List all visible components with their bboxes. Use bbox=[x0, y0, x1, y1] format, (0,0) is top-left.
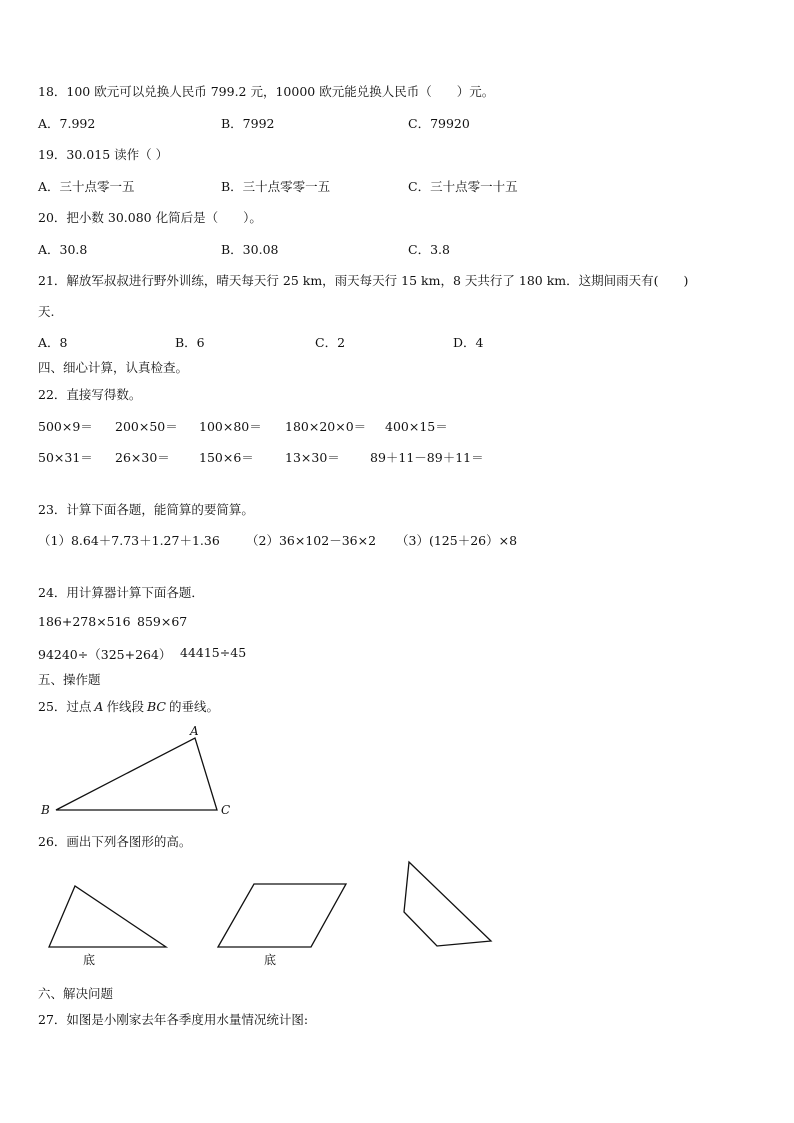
section-6-heading: 六、解决问题 bbox=[38, 986, 114, 1001]
base-label-parallelogram: 底 bbox=[264, 953, 277, 967]
q21-option-a: A．8 bbox=[38, 335, 68, 350]
q21-text: 21．解放军叔叔进行野外训练，晴天每天行 25 km，雨天每天行 15 km，8 天共行了 180 km．这期间雨天有( ) bbox=[38, 273, 689, 288]
q22-item: 13×30＝ bbox=[285, 450, 340, 465]
q21-option-b: B．6 bbox=[175, 335, 205, 350]
q20-text: 20．把小数 30.080 化简后是（ ）。 bbox=[38, 210, 262, 225]
q22-item: 180×20×0＝ bbox=[285, 419, 367, 434]
vertex-label-a: A bbox=[190, 724, 199, 738]
q21-option-c: C．2 bbox=[315, 335, 346, 350]
q22-item: 500×9＝ bbox=[38, 419, 93, 434]
q23-text: 23．计算下面各题，能简算的要简算。 bbox=[38, 502, 254, 517]
q24-item: 859×67 bbox=[137, 614, 188, 629]
q25-text-mid: 作线段 bbox=[106, 699, 144, 714]
q22-text: 22．直接写得数。 bbox=[38, 387, 142, 402]
triangle-figure bbox=[49, 886, 166, 947]
q24-item: 186+278×516 bbox=[38, 614, 131, 629]
q20-option-c: C．3.8 bbox=[408, 242, 450, 257]
q22-item: 100×80＝ bbox=[199, 419, 262, 434]
q22-item: 400×15＝ bbox=[385, 419, 448, 434]
q18-option-c: C．79920 bbox=[408, 116, 470, 131]
q20-option-a: A．30.8 bbox=[38, 242, 88, 257]
trapezoid-figure bbox=[404, 862, 491, 946]
vertex-label-c: C bbox=[221, 803, 231, 817]
q21-text-continued: 天. bbox=[38, 304, 55, 319]
q24-text: 24．用计算器计算下面各题． bbox=[38, 585, 204, 600]
q19-option-c: C．三十点零一十五 bbox=[408, 179, 518, 194]
q22-item: 200×50＝ bbox=[115, 419, 178, 434]
q23-item: （1）8.64＋7.73＋1.27＋1.36 bbox=[38, 533, 220, 548]
parallelogram-figure bbox=[218, 884, 346, 947]
q25-text-pre: 25．过点 bbox=[38, 699, 92, 714]
q19-text: 19．30.015 读作（ ） bbox=[38, 147, 169, 162]
q18-text: 18．100 欧元可以兑换人民币 799.2 元，10000 欧元能兑换人民币（ ）元。 bbox=[38, 84, 495, 99]
q20-option-b: B．30.08 bbox=[221, 242, 279, 257]
q22-item: 50×31＝ bbox=[38, 450, 93, 465]
q19-option-a: A．三十点零一五 bbox=[38, 179, 135, 194]
q22-item: 150×6＝ bbox=[199, 450, 254, 465]
q25-point-label: A bbox=[94, 699, 104, 714]
q24-item: 94240÷（325+264） bbox=[38, 647, 172, 662]
q25-segment-label: BC bbox=[146, 699, 166, 714]
q23-item: （2）36×102－36×2 bbox=[246, 533, 377, 548]
section-4-heading: 四、细心计算，认真检查。 bbox=[38, 360, 189, 375]
q18-option-a: A．7.992 bbox=[38, 116, 96, 131]
q22-item: 26×30＝ bbox=[115, 450, 170, 465]
q24-item: 44415÷45 bbox=[180, 645, 247, 660]
section-5-heading: 五、操作题 bbox=[38, 672, 101, 687]
q25-text-post: 的垂线。 bbox=[168, 699, 219, 714]
q26-text: 26．画出下列各图形的高。 bbox=[38, 834, 192, 849]
q22-item: 89＋11－89＋11＝ bbox=[370, 450, 484, 465]
q23-item: （3）(125＋26）×8 bbox=[396, 533, 518, 548]
base-label-triangle: 底 bbox=[83, 953, 96, 967]
vertex-label-b: B bbox=[41, 803, 50, 817]
q18-option-b: B．7992 bbox=[221, 116, 275, 131]
q21-option-d: D．4 bbox=[453, 335, 484, 350]
q19-option-b: B．三十点零零一五 bbox=[221, 179, 331, 194]
q27-text: 27．如图是小刚家去年各季度用水量情况统计图: bbox=[38, 1012, 309, 1027]
